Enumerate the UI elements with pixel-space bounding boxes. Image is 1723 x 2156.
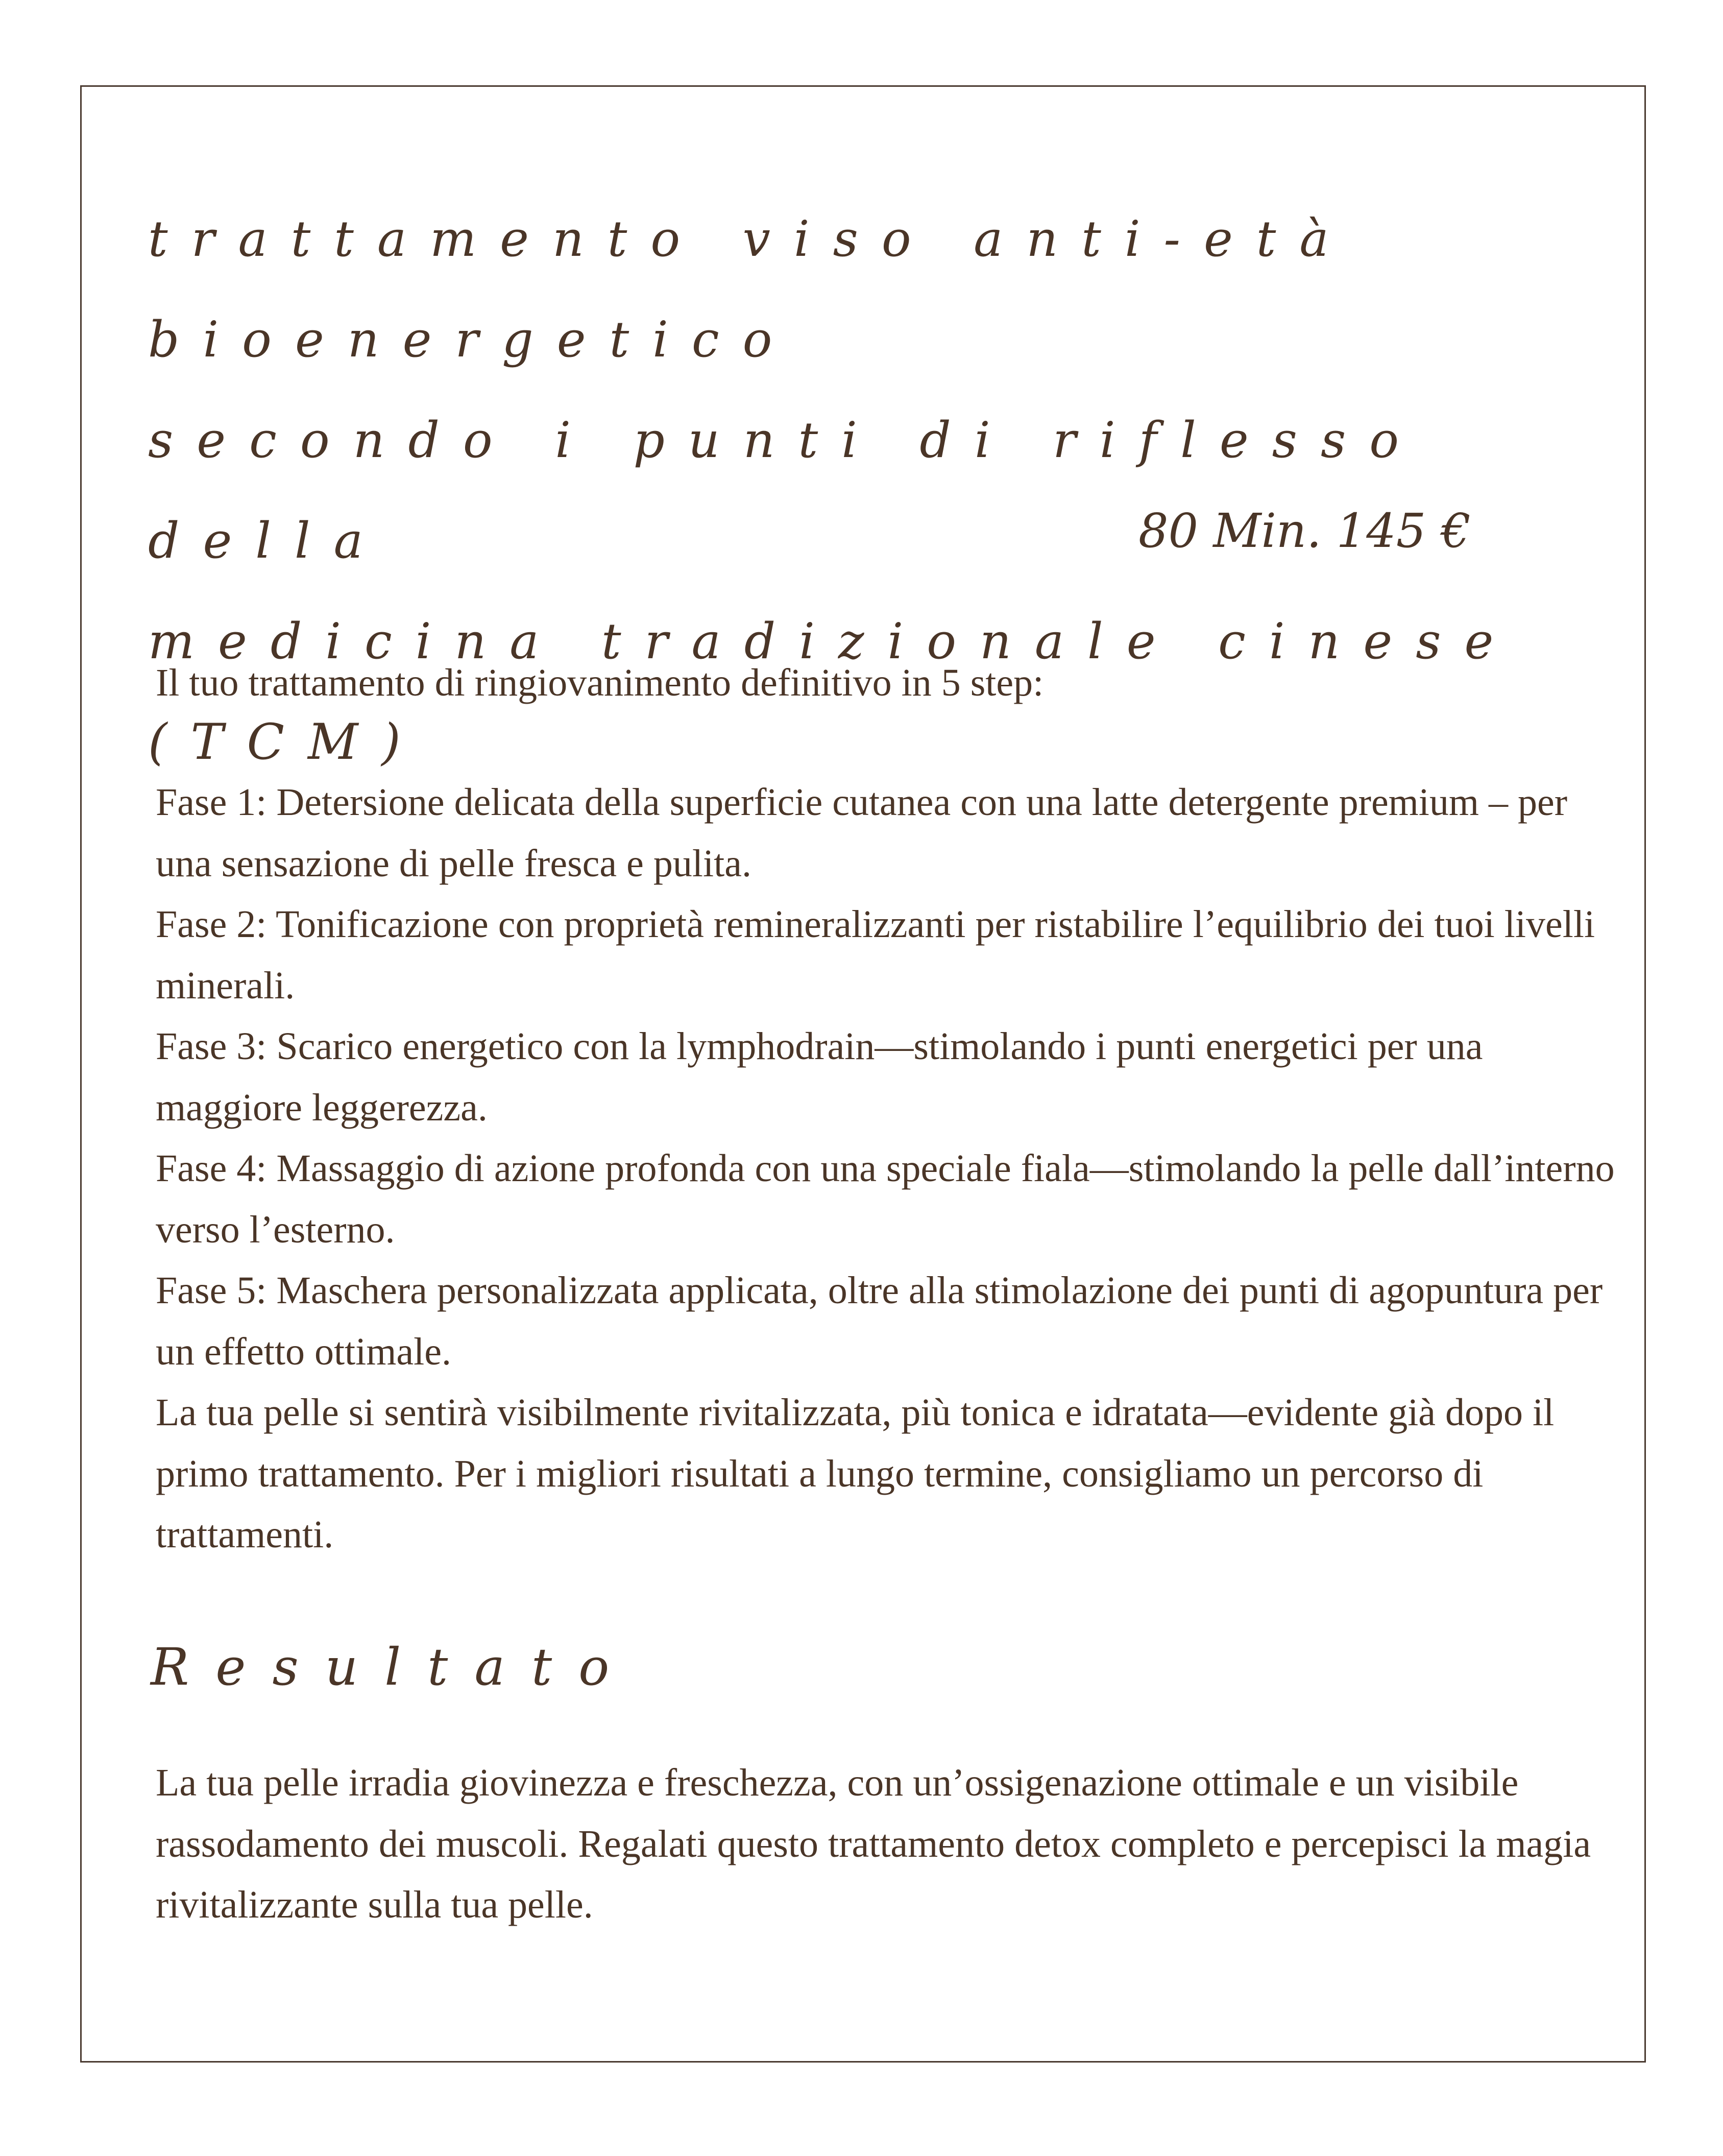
intro-text: Il tuo trattamento di ringiovanimento definitivo in 5 step: [156, 661, 1044, 704]
phase-item-3: Fase 3: Scarico energetico con la lymphodrain—stimolando i punti energetici per una maggiore leggerezza. [156, 1025, 1483, 1129]
phase-item-5: Fase 5: Maschera personalizzata applicata, oltre alla stimolazione dei punti di agopuntura per un effetto ottimale. [156, 1269, 1603, 1373]
phase-item-1: Fase 1: Detersione delicata della superficie cutanea con una latte detergente premium – per una sensazione di pelle fresca e pulita. [156, 781, 1568, 885]
duration-price: 80 Min. 145 € [1138, 504, 1471, 558]
result-heading: Resultato [151, 1637, 636, 1697]
result-text: La tua pelle irradia giovinezza e freschezza, con un’ossigenazione ottimale e un visibile rassodamento dei muscoli. Regalati questo trattamento detox completo e percepisci la magia rivitalizzante sulla tua pelle. [156, 1761, 1591, 1926]
phase-item-2: Fase 2: Tonificazione con proprietà remineralizzanti per ristabilire l’equilibrio dei tuoi livelli minerali. [156, 903, 1595, 1007]
closing-text: La tua pelle si sentirà visibilmente rivitalizzata, più tonica e idratata—evidente già dopo il primo trattamento. Per i migliori risultati a lungo termine, consigliamo un percorso di trattamenti. [156, 1391, 1555, 1556]
phase-item-4: Fase 4: Massaggio di azione profonda con una speciale fiala—stimolando la pelle dall’interno verso l’esterno. [156, 1147, 1615, 1251]
treatment-title: trattamento viso anti-età bioenergetico secondo i punti di riflesso della medicina tradizionale cinese (TCM) [148, 210, 1517, 771]
phase-list [156, 772, 1621, 1566]
